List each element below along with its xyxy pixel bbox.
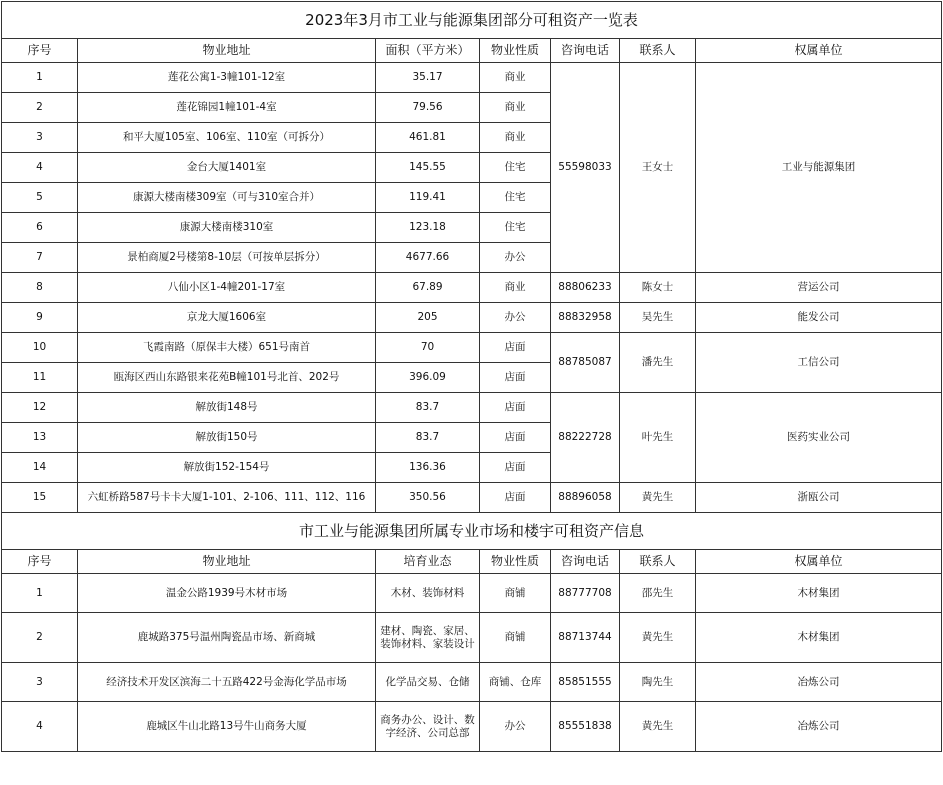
area-cell: 145.55 [376, 153, 480, 183]
header-cell: 培育业态 [376, 550, 480, 574]
contact-cell: 黄先生 [620, 483, 696, 513]
address-cell: 六虹桥路587号卡卡大厦1-101、2-106、111、112、116 [78, 483, 376, 513]
row-number: 2 [2, 93, 78, 123]
owner-cell: 冶炼公司 [696, 702, 942, 752]
type-cell: 商业 [480, 63, 551, 93]
header-cell: 序号 [2, 39, 78, 63]
header-cell: 序号 [2, 550, 78, 574]
owner-cell: 木材集团 [696, 613, 942, 663]
area-cell: 136.36 [376, 453, 480, 483]
table2-title: 市工业与能源集团所属专业市场和楼宇可租资产信息 [2, 513, 942, 550]
business-cell: 化学品交易、仓储 [376, 663, 480, 702]
type-cell: 住宅 [480, 213, 551, 243]
area-cell: 83.7 [376, 423, 480, 453]
address-cell: 瓯海区西山东路银来花苑B幢101号北首、202号 [78, 363, 376, 393]
contact-cell: 潘先生 [620, 333, 696, 393]
owner-cell: 营运公司 [696, 273, 942, 303]
owner-cell: 工业与能源集团 [696, 63, 942, 273]
phone-cell: 88222728 [551, 393, 620, 483]
header-cell: 联系人 [620, 550, 696, 574]
type-cell: 住宅 [480, 153, 551, 183]
phone-cell: 88777708 [551, 574, 620, 613]
contact-cell: 陶先生 [620, 663, 696, 702]
type-cell: 商业 [480, 93, 551, 123]
owner-cell: 木材集团 [696, 574, 942, 613]
address-cell: 景柏商厦2号楼第8-10层（可按单层拆分） [78, 243, 376, 273]
area-cell: 35.17 [376, 63, 480, 93]
row-number: 3 [2, 123, 78, 153]
address-cell: 解放街152-154号 [78, 453, 376, 483]
address-cell: 京龙大厦1606室 [78, 303, 376, 333]
row-number: 15 [2, 483, 78, 513]
header-cell: 咨询电话 [551, 39, 620, 63]
owner-cell: 医药实业公司 [696, 393, 942, 483]
row-number: 11 [2, 363, 78, 393]
area-cell: 67.89 [376, 273, 480, 303]
rental-assets-table [1, 1, 942, 752]
business-cell: 建材、陶瓷、家居、装饰材料、家装设计 [376, 613, 480, 663]
table-row [2, 702, 942, 752]
phone-cell: 85851555 [551, 663, 620, 702]
row-number: 7 [2, 243, 78, 273]
row-number: 4 [2, 153, 78, 183]
area-cell: 4677.66 [376, 243, 480, 273]
header-cell: 物业地址 [78, 39, 376, 63]
row-number: 5 [2, 183, 78, 213]
area-cell: 79.56 [376, 93, 480, 123]
area-cell: 461.81 [376, 123, 480, 153]
type-cell: 办公 [480, 702, 551, 752]
type-cell: 店面 [480, 453, 551, 483]
table-row [2, 613, 942, 663]
business-cell: 商务办公、设计、数字经济、公司总部 [376, 702, 480, 752]
header-cell: 权属单位 [696, 550, 942, 574]
table-row [2, 273, 942, 303]
header-cell: 物业性质 [480, 39, 551, 63]
address-cell: 康源大楼南楼309室（可与310室合并） [78, 183, 376, 213]
phone-cell: 85551838 [551, 702, 620, 752]
address-cell: 和平大厦105室、106室、110室（可拆分） [78, 123, 376, 153]
area-cell: 119.41 [376, 183, 480, 213]
row-number: 3 [2, 663, 78, 702]
table-row [2, 483, 942, 513]
owner-cell: 工信公司 [696, 333, 942, 393]
owner-cell: 浙瓯公司 [696, 483, 942, 513]
contact-cell: 陈女士 [620, 273, 696, 303]
address-cell: 康源大楼南楼310室 [78, 213, 376, 243]
address-cell: 金台大厦1401室 [78, 153, 376, 183]
address-cell: 莲花公寓1-3幢101-12室 [78, 63, 376, 93]
contact-cell: 吴先生 [620, 303, 696, 333]
row-number: 10 [2, 333, 78, 363]
type-cell: 店面 [480, 423, 551, 453]
contact-cell: 黄先生 [620, 702, 696, 752]
area-cell: 350.56 [376, 483, 480, 513]
header-cell: 物业地址 [78, 550, 376, 574]
row-number: 14 [2, 453, 78, 483]
phone-cell: 88785087 [551, 333, 620, 393]
header-cell: 权属单位 [696, 39, 942, 63]
type-cell: 住宅 [480, 183, 551, 213]
area-cell: 396.09 [376, 363, 480, 393]
row-number: 1 [2, 574, 78, 613]
type-cell: 办公 [480, 243, 551, 273]
address-cell: 解放街148号 [78, 393, 376, 423]
table-row [2, 63, 942, 93]
row-number: 8 [2, 273, 78, 303]
table-row [2, 663, 942, 702]
phone-cell: 88713744 [551, 613, 620, 663]
type-cell: 办公 [480, 303, 551, 333]
address-cell: 经济技术开发区滨海二十五路422号金海化学品市场 [78, 663, 376, 702]
header-cell: 联系人 [620, 39, 696, 63]
area-cell: 70 [376, 333, 480, 363]
address-cell: 鹿城路375号温州陶瓷品市场、新商城 [78, 613, 376, 663]
address-cell: 八仙小区1-4幢201-17室 [78, 273, 376, 303]
type-cell: 商业 [480, 273, 551, 303]
owner-cell: 冶炼公司 [696, 663, 942, 702]
header-cell: 面积（平方米） [376, 39, 480, 63]
type-cell: 商铺 [480, 613, 551, 663]
table-row [2, 393, 942, 423]
address-cell: 温金公路1939号木材市场 [78, 574, 376, 613]
area-cell: 83.7 [376, 393, 480, 423]
row-number: 2 [2, 613, 78, 663]
table-row [2, 303, 942, 333]
type-cell: 商铺 [480, 574, 551, 613]
row-number: 12 [2, 393, 78, 423]
row-number: 1 [2, 63, 78, 93]
contact-cell: 叶先生 [620, 393, 696, 483]
type-cell: 店面 [480, 333, 551, 363]
address-cell: 莲花锦园1幢101-4室 [78, 93, 376, 123]
type-cell: 店面 [480, 483, 551, 513]
phone-cell: 88806233 [551, 273, 620, 303]
header-cell: 咨询电话 [551, 550, 620, 574]
row-number: 9 [2, 303, 78, 333]
header-cell: 物业性质 [480, 550, 551, 574]
table2-header-row [2, 550, 942, 574]
row-number: 6 [2, 213, 78, 243]
table-row [2, 574, 942, 613]
phone-cell: 88896058 [551, 483, 620, 513]
area-cell: 123.18 [376, 213, 480, 243]
contact-cell: 王女士 [620, 63, 696, 273]
type-cell: 店面 [480, 363, 551, 393]
table1-header-row [2, 39, 942, 63]
area-cell: 205 [376, 303, 480, 333]
phone-cell: 55598033 [551, 63, 620, 273]
address-cell: 鹿城区牛山北路13号牛山商务大厦 [78, 702, 376, 752]
address-cell: 飞霞南路（原保丰大楼）651号南首 [78, 333, 376, 363]
type-cell: 店面 [480, 393, 551, 423]
address-cell: 解放街150号 [78, 423, 376, 453]
type-cell: 商铺、仓库 [480, 663, 551, 702]
business-cell: 木材、装饰材料 [376, 574, 480, 613]
contact-cell: 黄先生 [620, 613, 696, 663]
table-row [2, 333, 942, 363]
owner-cell: 能发公司 [696, 303, 942, 333]
type-cell: 商业 [480, 123, 551, 153]
row-number: 13 [2, 423, 78, 453]
row-number: 4 [2, 702, 78, 752]
table1-title: 2023年3月市工业与能源集团部分可租资产一览表 [2, 2, 942, 39]
contact-cell: 邵先生 [620, 574, 696, 613]
phone-cell: 88832958 [551, 303, 620, 333]
